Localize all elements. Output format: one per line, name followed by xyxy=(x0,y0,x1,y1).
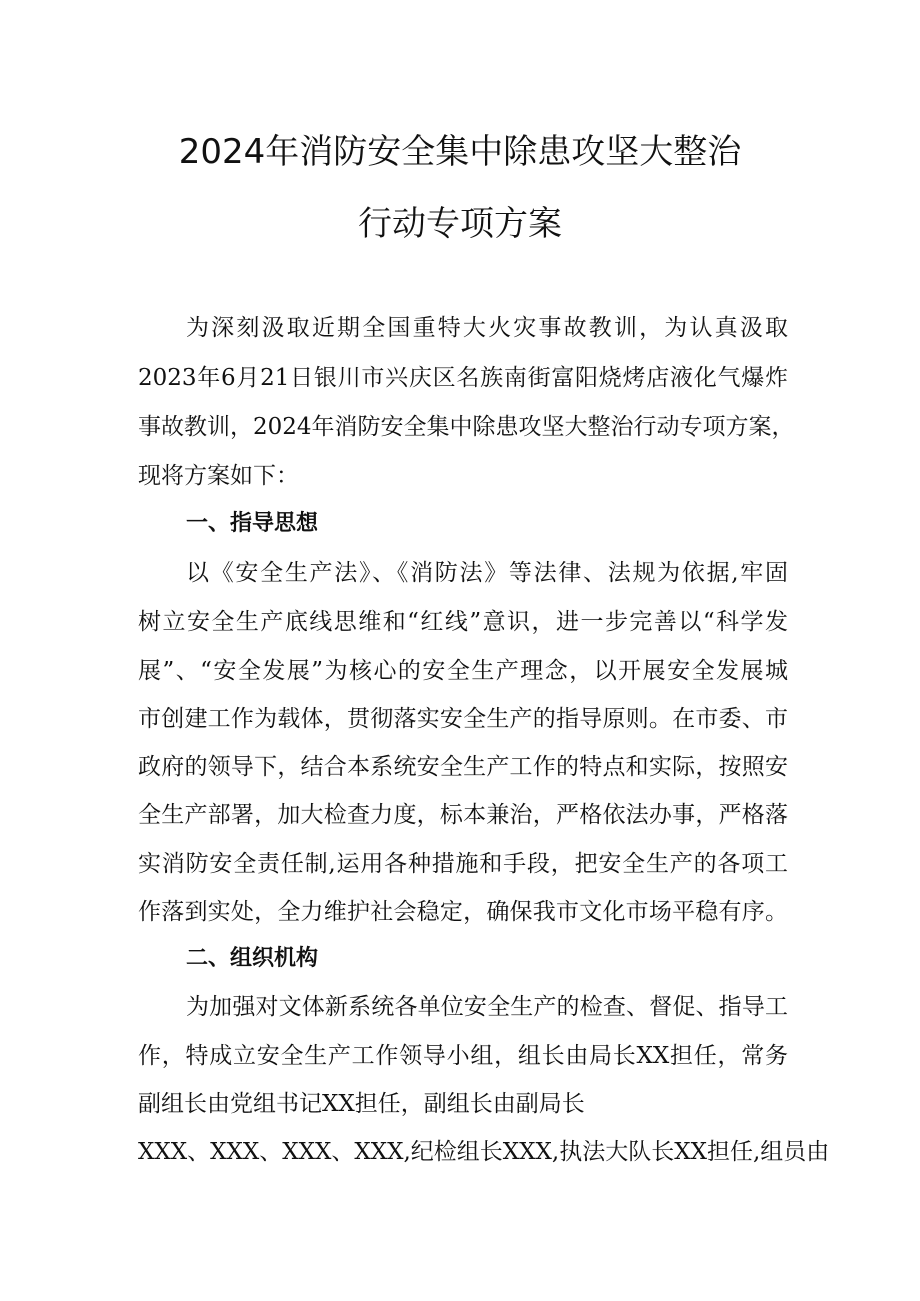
intro-line-2: 2023年6月21日银川市兴庆区名族南街富阳烧烤店液化气爆炸 xyxy=(138,365,788,391)
section1-line-2: 树立安全生产底线思维和“红线”意识，进一步完善以“科学发 xyxy=(138,609,788,635)
section2-line-1: 为加强对文体新系统各单位安全生产的检查、督促、指导工 xyxy=(186,994,788,1020)
section2-line-3: 副组长由党组书记XX担任，副组长由副局长 xyxy=(138,1091,585,1117)
document-title-line-2: 行动专项方案 xyxy=(358,204,562,244)
section1-line-3: 展”、“安全发展”为核心的安全生产理念，以开展安全发展城 xyxy=(138,658,788,684)
section2-line-4: XXX、XXX、XXX、XXX,纪检组长XXX,执法大队长XX担任,组员由 xyxy=(138,1139,830,1165)
section1-line-8: 作落到实处，全力维护社会稳定，确保我市文化市场平稳有序。 xyxy=(138,899,788,925)
section1-line-6: 全生产部署，加大检查力度，标本兼治，严格依法办事，严格落 xyxy=(138,802,788,828)
section2-line-2: 作，特成立安全生产工作领导小组，组长由局长XX担任，常务 xyxy=(138,1043,788,1069)
section1-line-4: 市创建工作为载体，贯彻落实安全生产的指导原则。在市委、市 xyxy=(138,706,788,732)
intro-line-3: 事故教训，2024年消防安全集中除患攻坚大整治行动专项方案， xyxy=(138,414,795,440)
section-heading-organization: 二、组织机构 xyxy=(186,946,319,971)
section1-line-5: 政府的领导下，结合本系统安全生产工作的特点和实际，按照安 xyxy=(138,754,788,780)
section-heading-guiding-ideology: 一、指导思想 xyxy=(186,511,319,536)
intro-line-1: 为深刻汲取近期全国重特大火灾事故教训，为认真汲取 xyxy=(186,315,788,341)
intro-line-4: 现将方案如下： xyxy=(138,463,299,489)
section1-line-1: 以《安全生产法》、《消防法》等法律、法规为依据,牢固 xyxy=(186,560,788,586)
section1-line-7: 实消防安全责任制,运用各种措施和手段，把安全生产的各项工 xyxy=(138,851,788,877)
document-title-line-1: 2024年消防安全集中除患攻坚大整治 xyxy=(178,132,742,172)
